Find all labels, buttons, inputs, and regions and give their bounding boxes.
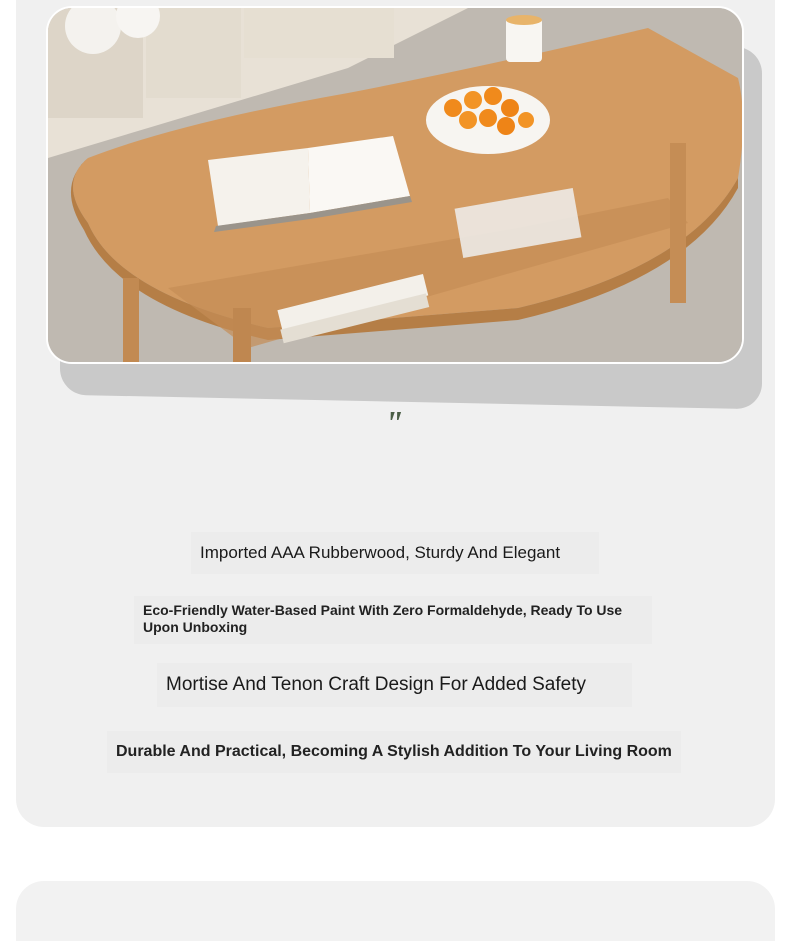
quote-mark: " — [384, 405, 406, 442]
feature-eco-paint: Eco-Friendly Water-Based Paint With Zero Formaldehyde, Ready To Use Upon Unboxing — [134, 596, 652, 644]
feature-durable: Durable And Practical, Becoming A Stylish Addition To Your Living Room — [107, 731, 681, 773]
coffee-table-illustration — [48, 8, 742, 362]
table-leg — [123, 278, 139, 362]
next-section-card — [16, 881, 775, 941]
feature-mortise-tenon: Mortise And Tenon Craft Design For Added Safety — [157, 663, 632, 707]
open-book — [208, 148, 310, 226]
feature-rubberwood: Imported AAA Rubberwood, Sturdy And Elegant — [191, 532, 599, 574]
product-photo — [46, 6, 744, 364]
